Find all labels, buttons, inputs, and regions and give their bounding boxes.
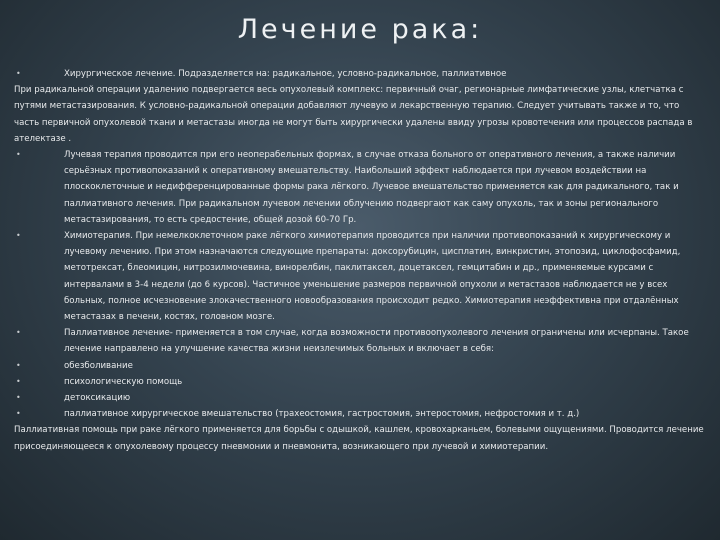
slide-title: Лечение рака:: [237, 14, 483, 45]
bullet-marker: •: [16, 376, 21, 386]
bullet-text: Хирургическое лечение. Подразделяется на: радикальное, условно-радикальное, паллиативное: [64, 69, 507, 79]
bullet-marker: •: [16, 150, 21, 160]
bullet-detoxification: [14, 390, 704, 406]
bullet-marker: •: [16, 69, 21, 78]
bullet-text: детоксикацию: [64, 393, 131, 404]
bullet-surgery: [14, 66, 704, 82]
bullet-chemotherapy: [14, 228, 704, 325]
bullet-radiation-therapy: [14, 147, 704, 228]
slide-body: [14, 66, 704, 455]
paragraph-palliative-care: Паллиативная помощь при раке лёгкого применяется для борьбы с одышкой, кашлем, кровохарканьем, болевыми ощущениями. Проводится лечение присоединяющееся к опухолевому процессу пневмонии и пневмонита, возникающего при лучевой и химиотерапии.: [14, 425, 704, 452]
bullet-text: Химиотерапия. При немелкоклеточном раке лёгкого химиотерапия проводится при наличии противопоказаний к хирургическому и лучевому лечению. При этом назначаются следующие препараты: доксорубицин, цисплатин, винкристин, этопозид, циклофосфамид, метотрексат, блеомицин, нитрозилмочевина, винорелбин, паклитаксел, доцетаксел, гемцитабин и др., применяемые курсами с интервалами в 3-4 недели (до 6 курсов). Частичное уменьшение размеров первичной опухоли и метастазов наблюдается не у всех больных, полное исчезновение злокачественного новообразования происходит редко. Химиотерапия неэффективна при отдалённых метастазах в печени, костях, головном мозге.: [64, 231, 681, 323]
paragraph-radical-surgery: При радикальной операции удалению подвергается весь опухолевый комплекс: первичный очаг, регионарные лимфатические узлы, клетчатка с путями метастазирования. К условно-радикальной операции добавляют лучевую и лекарственную терапию. Следует учитывать также и то, что часть первичной опухолевой ткани и метастазы иногда не могут быть хирургически удалены ввиду угрозы кровотечения или процессов распада в ателектазе .: [14, 85, 693, 144]
bullet-text: Лучевая терапия проводится при его неоперабельных формах, в случае отказа больного от оперативного лечения, а также наличии серьёзных противопоказаний к оперативному вмешательству. Наибольший эффект наблюдается при лучевом воздействии на плоскоклеточные и недифференцированные формы рака лёгкого. Лучевое вмешательство применяется как для радикального, так и паллиативного лечения. При радикальном лучевом лечении облучению подвергают как саму опухоль, так и зоны регионального метастазирования, то есть средостение, общей дозой 60-70 Гр.: [64, 150, 679, 225]
bullet-text: психологическую помощь: [64, 376, 183, 387]
bullet-marker: •: [16, 360, 21, 370]
bullet-psychological-help: [14, 374, 704, 390]
bullet-pain-relief: [14, 358, 704, 374]
bullet-marker: •: [16, 231, 21, 241]
bullet-marker: •: [16, 409, 21, 419]
bullet-palliative-surgery: [14, 406, 704, 422]
bullet-marker: •: [16, 393, 21, 403]
bullet-palliative-treatment: [14, 325, 704, 357]
bullet-text: обезболивание: [64, 360, 133, 371]
bullet-text: Паллиативное лечение- применяется в том случае, когда возможности противоопухолевого лечения ограничены или исчерпаны. Такое лечение направлено на улучшение качества жизни неизлечимых больных и включает в себя:: [64, 328, 689, 355]
bullet-marker: •: [16, 328, 21, 338]
bullet-text: паллиативное хирургическое вмешательство (трахеостомия, гастростомия, энтеростомия, нефростомия и т. д.): [64, 409, 580, 420]
